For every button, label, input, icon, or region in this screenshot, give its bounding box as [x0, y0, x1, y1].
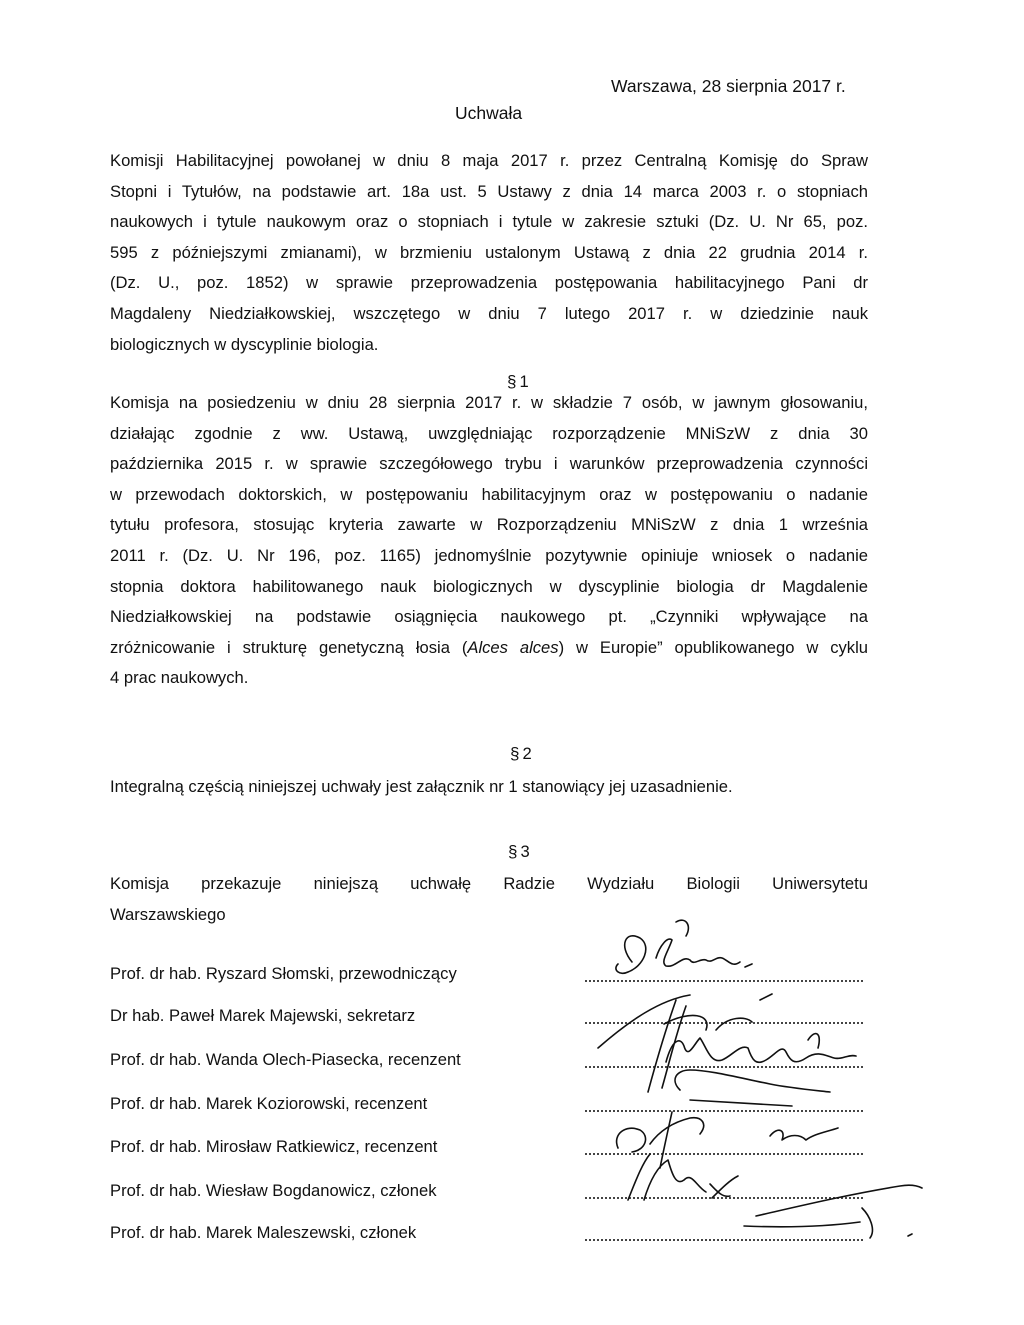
section-2-line: Integralną częścią niniejszej uchwały jest załącznik nr 1 stanowiący jej uzasadnienie. [110, 777, 733, 796]
section-1-line: 4 prac naukowych. [110, 668, 249, 688]
line-text: zróżnicowanie i strukturę genetyczną łosia ( [110, 637, 468, 657]
committee-member: Dr hab. Paweł Marek Majewski, sekretarz [110, 1006, 416, 1025]
section-1-line: w przewodach doktorskich, w postępowaniu habilitacyjnym oraz w postępowaniu o nadanie [110, 484, 868, 504]
signature-line [585, 1022, 863, 1024]
signature-line [585, 980, 863, 982]
intro-line: naukowych i tytule naukowym oraz o stopniach i tytule w zakresie sztuki (Dz. U. Nr 65, poz. [110, 212, 868, 232]
section-number: 2 [522, 744, 532, 763]
section-1-line: Niedziałkowskiej na podstawie osiągnięcia naukowego pt. „Czynniki wpływające na [110, 607, 868, 627]
section-3-line: Warszawskiego [110, 904, 226, 924]
section-1-line: października 2015 r. w sprawie szczegółowego trybu i warunków przeprowadzenia czynności [110, 454, 868, 474]
committee-member: Prof. dr hab. Mirosław Ratkiewicz, recenzent [110, 1137, 438, 1156]
section-number: 1 [519, 372, 529, 391]
committee-member: Prof. dr hab. Wanda Olech-Piasecka, recenzent [110, 1050, 461, 1069]
signature-5 [617, 1112, 838, 1168]
section-1-line: Komisja na posiedzeniu w dniu 28 sierpnia 2017 r. w składzie 7 osób, w jawnym głosowaniu, [110, 393, 868, 412]
section-1-paragraph [110, 388, 868, 694]
committee-member: Prof. dr hab. Wiesław Bogdanowicz, członek [110, 1181, 437, 1200]
section-mark: § [508, 842, 518, 861]
line-text: ) w Europie” opublikowanego w cyklu [558, 637, 869, 657]
section-3-line: Komisja przekazuje niniejszą uchwałę Radzie Wydziału Biologii Uniwersytetu [110, 874, 868, 893]
section-1-line [110, 633, 868, 664]
section-number: 3 [520, 842, 530, 861]
intro-line: Stopni i Tytułów, na podstawie art. 18a ust. 5 Ustawy z dnia 14 marca 2003 r. o stopniach [110, 181, 868, 201]
document-title: Uchwała [455, 103, 523, 123]
signature-line [585, 1153, 863, 1155]
section-1-line: stopnia doktora habilitowanego nauk biologicznych w dyscyplinie biologia dr Magdalenie [110, 576, 868, 596]
committee-member: Prof. dr hab. Marek Maleszewski, członek [110, 1223, 417, 1242]
section-mark: § [510, 744, 520, 763]
signature-line [585, 1197, 863, 1199]
species-name: Alces alces [467, 637, 559, 657]
signature-line [585, 1066, 863, 1068]
document-date: Warszawa, 28 sierpnia 2017 r. [611, 76, 846, 96]
section-2-heading [510, 744, 532, 764]
section-1-line: tytułu profesora, stosując kryteria zawarte w Rozporządzeniu MNiSzW z dnia 1 września [110, 515, 868, 535]
intro-line: 595 z późniejszymi zmianami), w brzmieniu ustalonym Ustawą z dnia 22 grudnia 2014 r. [110, 242, 868, 262]
signature-6 [628, 1154, 738, 1200]
signature-2 [598, 994, 772, 1092]
signature-4 [675, 1070, 830, 1106]
section-3-heading [508, 842, 530, 862]
committee-member: Prof. dr hab. Marek Koziorowski, recenzent [110, 1094, 428, 1113]
section-2-paragraph [110, 772, 868, 803]
section-1-line: 2011 r. (Dz. U. Nr 196, poz. 1165) jednomyślnie pozytywnie opiniuje wniosek o nadanie [110, 545, 868, 565]
signature-line [585, 1239, 863, 1241]
signature-7 [744, 1185, 922, 1238]
signature-3 [666, 1034, 856, 1063]
intro-line: biologicznych w dyscyplinie biologia. [110, 334, 379, 354]
signature-line [585, 1110, 863, 1112]
section-3-paragraph [110, 869, 868, 930]
intro-line: (Dz. U., poz. 1852) w sprawie przeprowadzenia postępowania habilitacyjnego Pani dr [110, 273, 868, 293]
intro-line: Komisji Habilitacyjnej powołanej w dniu 8 maja 2017 r. przez Centralną Komisję do Spraw [110, 151, 868, 170]
section-1-line: działając zgodnie z ww. Ustawą, uwzględniając rozporządzenie MNiSzW z dnia 30 [110, 423, 868, 443]
intro-line: Magdaleny Niedziałkowskiej, wszczętego w dniu 7 lutego 2017 r. w dziedzinie nauk [110, 303, 868, 323]
committee-member: Prof. dr hab. Ryszard Słomski, przewodniczący [110, 964, 457, 983]
section-mark: § [507, 372, 517, 391]
intro-paragraph [110, 146, 868, 360]
